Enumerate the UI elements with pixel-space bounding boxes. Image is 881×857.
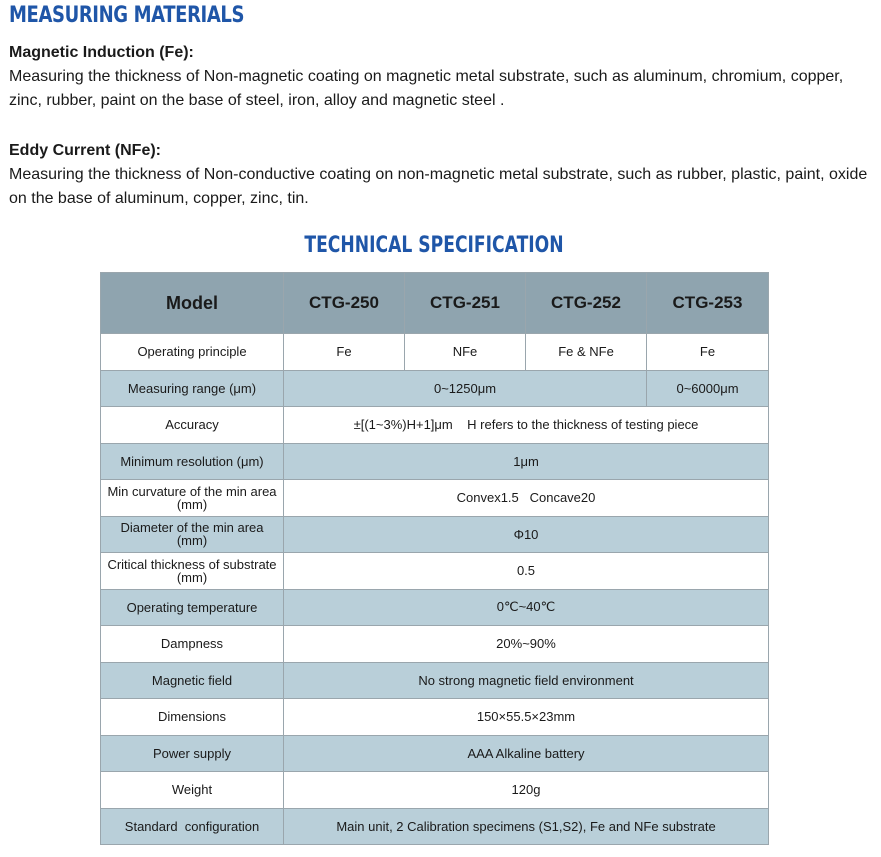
row-label: Diameter of the min area (mm) xyxy=(101,516,284,553)
cell-value: Φ10 xyxy=(284,516,769,553)
table-header-row xyxy=(101,273,769,334)
header-ctg-250: CTG-250 xyxy=(284,273,405,334)
nfe-description xyxy=(9,139,875,211)
row-label: Operating temperature xyxy=(101,589,284,626)
cell-value: 20%~90% xyxy=(284,626,769,663)
cell-value: 120g xyxy=(284,772,769,809)
row-label: Weight xyxy=(101,772,284,809)
cell-value: 0~6000μm xyxy=(647,370,769,407)
table-row xyxy=(101,589,769,626)
row-label: Dimensions xyxy=(101,699,284,736)
nfe-text: Measuring the thickness of Non-conductive coating on non-magnetic metal substrate, such as rubber, plastic, paint, oxide on the base of aluminum, copper, zinc, tin. xyxy=(9,166,868,207)
cell-value: Main unit, 2 Calibration specimens (S1,S2), Fe and NFe substrate xyxy=(284,808,769,845)
row-label: Operating principle xyxy=(101,334,284,371)
row-label: Critical thickness of substrate (mm) xyxy=(101,553,284,590)
cell-value: Convex1.5 Concave20 xyxy=(284,480,769,517)
header-ctg-251: CTG-251 xyxy=(405,273,526,334)
row-label: Measuring range (μm) xyxy=(101,370,284,407)
row-label: Minimum resolution (μm) xyxy=(101,443,284,480)
table-row xyxy=(101,735,769,772)
cell-value: 150×55.5×23mm xyxy=(284,699,769,736)
cell-value: 0℃~40℃ xyxy=(284,589,769,626)
row-label: Min curvature of the min area (mm) xyxy=(101,480,284,517)
table-row xyxy=(101,662,769,699)
table-row xyxy=(101,443,769,480)
row-label: Power supply xyxy=(101,735,284,772)
table-row xyxy=(101,772,769,809)
header-model: Model xyxy=(101,273,284,334)
nfe-heading: Eddy Current (NFe): xyxy=(9,142,161,159)
fe-heading: Magnetic Induction (Fe): xyxy=(9,44,194,61)
table-row xyxy=(101,553,769,590)
cell-value: Fe xyxy=(284,334,405,371)
cell-value: 0.5 xyxy=(284,553,769,590)
spec-title: TECHNICAL SPECIFICATION xyxy=(304,233,564,258)
cell-value: AAA Alkaline battery xyxy=(284,735,769,772)
section-title: MEASURING MATERIALS xyxy=(9,3,245,28)
fe-description xyxy=(9,41,875,113)
table-row xyxy=(101,516,769,553)
table-row xyxy=(101,626,769,663)
row-label: Standard configuration xyxy=(101,808,284,845)
table-row xyxy=(101,370,769,407)
table-row xyxy=(101,334,769,371)
cell-value: 1μm xyxy=(284,443,769,480)
fe-text: Measuring the thickness of Non-magnetic coating on magnetic metal substrate, such as aluminum, chromium, copper, zinc, rubber, paint on the base of steel, iron, alloy and magnetic steel . xyxy=(9,68,844,109)
row-label: Magnetic field xyxy=(101,662,284,699)
cell-value: ±[(1~3%)H+1]μm H refers to the thickness of testing piece xyxy=(284,407,769,444)
cell-value: 0~1250μm xyxy=(284,370,647,407)
header-ctg-253: CTG-253 xyxy=(647,273,769,334)
row-label: Dampness xyxy=(101,626,284,663)
cell-value: No strong magnetic field environment xyxy=(284,662,769,699)
table-row xyxy=(101,699,769,736)
table-row xyxy=(101,480,769,517)
row-label: Accuracy xyxy=(101,407,284,444)
cell-value: NFe xyxy=(405,334,526,371)
table-row xyxy=(101,808,769,845)
header-ctg-252: CTG-252 xyxy=(526,273,647,334)
cell-value: Fe xyxy=(647,334,769,371)
cell-value: Fe & NFe xyxy=(526,334,647,371)
table-row xyxy=(101,407,769,444)
spec-table xyxy=(100,272,769,845)
